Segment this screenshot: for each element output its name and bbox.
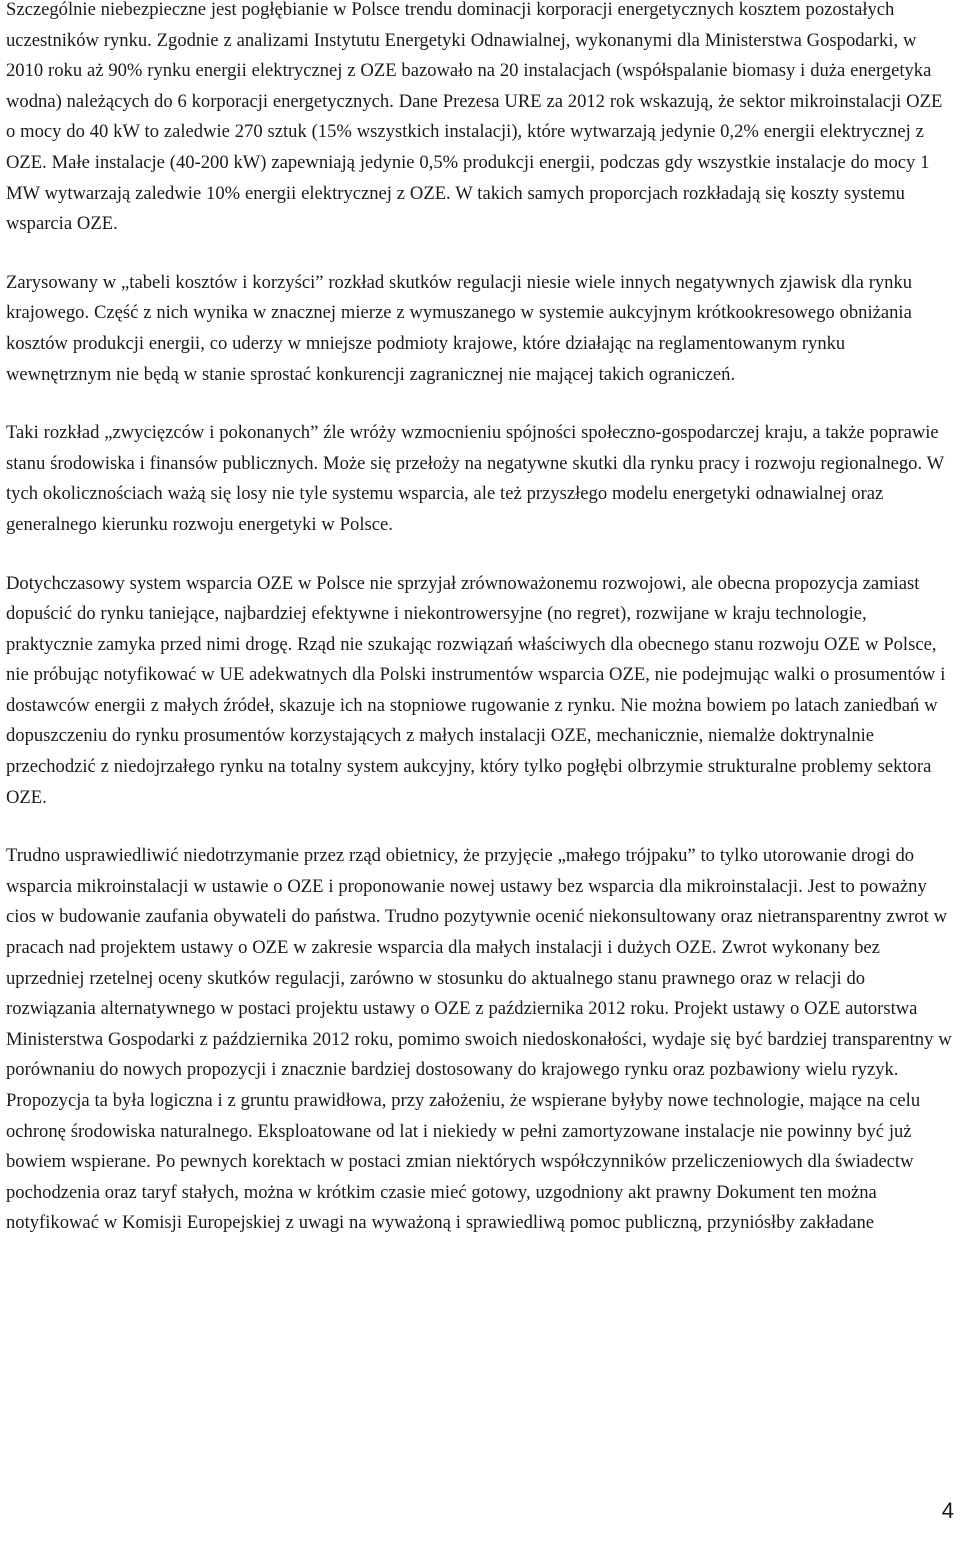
document-page [6, 0, 952, 1267]
paragraph-support-system: Dotychczasowy system wsparcia OZE w Polsce nie sprzyjał zrównoważonemu rozwojowi, ale obecna propozycja zamiast dopuścić do rynku taniejące, najbardziej efektywne i niekontrowersyjne (no regret), rozwijane w kraju technologie, praktycznie zamyka przed nimi drogę. Rząd nie szukając rozwiązań właściwych dla obecnego stanu rozwoju OZE w Polsce, nie próbując notyfikować w UE adekwatnych dla Polski instrumentów wsparcia OZE, nie podejmując walki o prosumentów i dostawców energii z małych źródeł, skazuje ich na stopniowe rugowanie z rynku. Nie można bowiem po latach zaniedbań w dopuszczeniu do rynku prosumentów korzystających z małych instalacji OZE, mechanicznie, niemalże doktrynalnie przechodzić z niedojrzałego rynku na totalny system aukcyjny, który tylko pogłębi olbrzymie strukturalne problemy sektora OZE. [6, 572, 946, 808]
paragraph-corporate-dominance: Szczególnie niebezpieczne jest pogłębianie w Polsce trendu dominacji korporacji energetycznych kosztem pozostałych uczestników rynku. Zgodnie z analizami Instytutu Energetyki Odnawialnej, wykonanymi dla Ministerstwa Gospodarki, w 2010 roku aż 90% rynku energii elektrycznej z OZE bazowało na 20 instalacjach (współspalanie biomasy i duża energetyka wodna) należących do 6 korporacji energetycznych. Dane Prezesa URE za 2012 rok wskazują, że sektor mikroinstalacji OZE o mocy do 40 kW to zaledwie 270 sztuk (15% wszystkich instalacji), które wytwarzają jedynie 0,2% energii elektrycznej z OZE. Małe instalacje (40-200 kW) zapewniają jedynie 0,5% produkcji energii, podczas gdy wszystkie instalacje do mocy 1 MW wytwarzają zaledwie 10% energii elektrycznej z OZE. W takich samych proporcjach rozkładają się koszty systemu wsparcia OZE. [6, 0, 943, 235]
paragraph-cost-benefit-table: Zarysowany w „tabeli kosztów i korzyści” rozkład skutków regulacji niesie wiele innych negatywnych zjawisk dla rynku krajowego. Część z nich wynika w znacznej mierze z wymuszanego w systemie aukcyjnym krótkookresowego obniżania kosztów produkcji energii, co uderzy w mniejsze podmioty krajowe, które działając na reglamentowanym rynku wewnętrznym nie będą w stanie sprostać konkurencji zagranicznej nie mającej takich ograniczeń. [6, 271, 913, 385]
page-number: 4 [941, 1498, 954, 1523]
paragraph-winners-losers: Taki rozkład „zwycięzców i pokonanych” źle wróży wzmocnieniu spójności społeczno-gospodarczej kraju, a także poprawie stanu środowiska i finansów publicznych. Może się przełoży na negatywne skutki dla rynku pracy i rozwoju regionalnego. W tych okolicznościach ważą się losy nie tyle systemu wsparcia, ale też przyszłego modelu energetyki odnawialnej oraz generalnego kierunku rozwoju energetyki w Polsce. [6, 422, 944, 535]
paragraph-government-promise: Trudno usprawiedliwić niedotrzymanie przez rząd obietnicy, że przyjęcie „małego trójpaku” to tylko utorowanie drogi do wsparcia mikroinstalacji w ustawie o OZE i proponowanie nowej ustawy bez wsparcia dla mikroinstalacji. Jest to poważny cios w budowanie zaufania obywateli do państwa. Trudno pozytywnie ocenić niekonsultowany oraz nietransparentny zwrot w pracach nad projektem ustawy o OZE w zakresie wsparcia dla małych instalacji i dużych OZE. Zwrot wykonany bez uprzedniej rzetelnej oceny skutków regulacji, zarówno w stosunku do aktualnego stanu prawnego oraz w relacji do rozwiązania alternatywnego w postaci projektu ustawy o OZE z października 2012 roku. Projekt ustawy o OZE autorstwa Ministerstwa Gospodarki z października 2012 roku, pomimo swoich niedoskonałości, wydaje się być bardziej transparentny w porównaniu do nowych propozycji i znacznie bardziej dostosowany do krajowego rynku oraz pozbawiony wielu ryzyk. Propozycja ta była logiczna i z gruntu prawidłowa, przy założeniu, że wspierane byłyby nowe technologie, mające na celu ochronę środowiska naturalnego. Eksploatowane od lat i niekiedy w pełni zamortyzowane instalacje nie powinny być już bowiem wspierane. Po pewnych korektach w postaci zmian niektórych współczynników przeliczeniowych dla świadectw pochodzenia oraz taryf stałych, można w krótkim czasie mieć gotowy, uzgodniony akt prawny Dokument ten można notyfikować w Komisji Europejskiej z uwagi na wyważoną i sprawiedliwą pomoc publiczną, przyniósłby zakładane [6, 845, 952, 1234]
